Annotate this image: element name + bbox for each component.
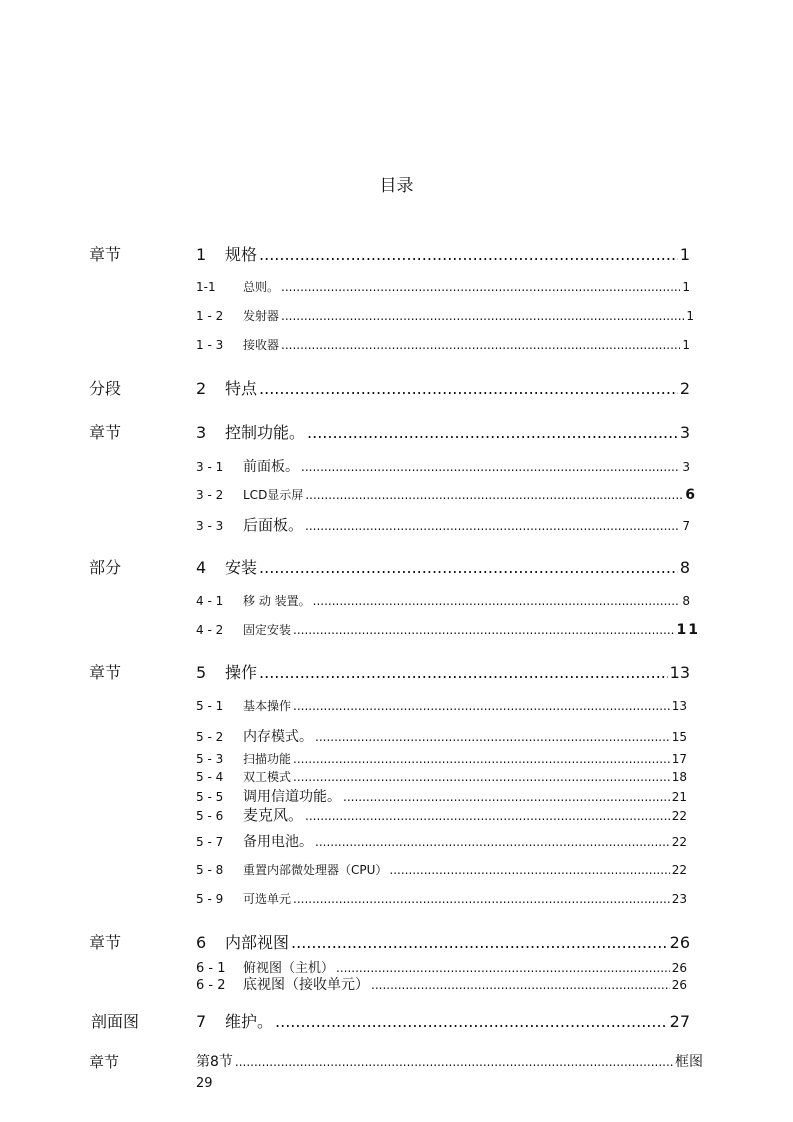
subentry-label: 后面板。 [243,516,304,534]
toc-subentry[interactable] [196,486,695,503]
subentry-number: 5 - 5 [196,790,224,804]
subentry-label: 总则。 [243,280,280,294]
section-label: 分段 [89,379,122,398]
dot-leader [281,309,684,323]
subentry-page: 1 [686,309,694,323]
entry-number: 6 [196,933,207,952]
toc-entry[interactable] [196,555,690,578]
subentry-page: 17 [671,752,687,766]
dot-leader [293,770,670,784]
subentry-label: 备用电池。 [243,834,313,850]
dot-leader [293,623,675,637]
entry-page: 8 [679,558,690,577]
subentry-label: 固定安装 [243,623,292,637]
subentry-number: 5 - 2 [196,730,224,744]
subentry-label: 调用信道功能。 [243,789,341,805]
dot-leader [259,558,678,577]
toc-subentry[interactable] [196,726,687,746]
dot-leader [275,1012,668,1031]
subentry-label: 双工模式 [243,770,292,784]
subentry-page: 18 [671,770,687,784]
subentry-number: 5 - 4 [196,770,224,784]
subentry-page: 23 [671,892,687,906]
dot-leader [259,245,678,264]
subentry-number: 3 - 3 [196,519,224,533]
subentry-page: 13 [671,699,687,713]
entry-page: 2 [679,379,690,398]
dot-leader [293,892,670,906]
entry-number: 7 [196,1012,207,1031]
dot-leader [281,280,680,294]
section-label: 章节 [89,423,122,442]
toc-entry[interactable] [196,660,690,683]
dot-leader [235,1055,673,1069]
toc-subentry[interactable] [196,697,687,714]
entry-page: 1 [679,245,690,264]
dot-leader [313,594,681,608]
toc-subentry[interactable] [196,786,687,806]
subentry-label: 重置内部微处理器（CPU） [243,863,388,877]
section-label: 章节 [89,245,122,264]
entry-label: 维护。 [225,1012,274,1031]
dot-leader [389,863,669,877]
dot-leader [315,835,670,849]
toc-entry[interactable] [196,930,690,953]
entry-page: 框图 [675,1054,703,1070]
toc-entry[interactable] [196,1051,703,1071]
dot-leader [305,809,670,823]
section-label: 剖面图 [91,1012,140,1031]
subentry-number: 3 - 1 [196,460,224,474]
subentry-page: 8 [682,594,690,608]
toc-entry[interactable] [196,242,690,265]
entry-number: 1 [196,245,207,264]
entry-number: 2 [196,379,207,398]
subentry-page: 22 [671,863,687,877]
toc-subentry[interactable] [196,890,687,907]
page-number: 29 [196,1076,213,1091]
toc-subentry[interactable] [196,592,690,609]
entry-number: 3 [196,423,207,442]
dot-leader [315,730,670,744]
subentry-number: 6 - 1 [196,961,226,976]
subentry-page: 3 [682,460,690,474]
subentry-page: 15 [671,730,687,744]
dot-leader [371,978,670,992]
dot-leader [307,423,678,442]
subentry-page: 22 [671,835,687,849]
subentry-label: 扫描功能 [243,752,292,766]
entry-label: 控制功能。 [225,423,306,442]
section-label: 章节 [89,663,122,682]
subentry-number: 1 - 3 [196,338,224,352]
subentry-number: 3 - 2 [196,488,224,502]
subentry-label: 基本操作 [243,699,292,713]
subentry-number: 6 - 2 [196,978,226,993]
subentry-label: 麦克风。 [243,806,304,824]
subentry-page: 11 [676,622,700,638]
subentry-label: 发射器 [243,309,280,323]
subentry-label: LCD显示屏 [243,488,304,502]
subentry-number: 5 - 8 [196,863,224,877]
subentry-page: 1 [682,338,690,352]
entry-label: 第8节 [196,1054,233,1070]
toc-subentry[interactable] [196,750,687,767]
subentry-page: 22 [671,809,687,823]
entry-page: 26 [669,933,690,952]
subentry-label: 底视图（接收单元） [243,977,369,993]
toc-subentry[interactable] [196,307,694,324]
section-label: 章节 [89,1053,120,1071]
entry-number: 5 [196,663,207,682]
subentry-number: 5 - 7 [196,835,224,849]
subentry-page: 26 [671,961,687,975]
subentry-number: 5 - 6 [196,809,224,823]
subentry-label: 前面板。 [243,459,299,475]
toc-subentry[interactable] [196,974,687,994]
dot-leader [281,338,680,352]
subentry-number: 5 - 3 [196,752,224,766]
dot-leader [259,379,678,398]
toc-entry[interactable] [196,376,690,399]
toc-subentry[interactable] [196,861,687,878]
dot-leader [305,488,683,502]
entry-page: 13 [669,663,690,682]
dot-leader [293,752,670,766]
subentry-page: 1 [682,280,690,294]
subentry-label: 移 动 装置。 [243,594,311,608]
toc-entry[interactable] [196,420,690,443]
section-label: 章节 [89,933,122,952]
entry-page: 3 [679,423,690,442]
entry-page: 27 [669,1012,690,1031]
toc-entry[interactable] [196,1009,690,1032]
subentry-number: 5 - 9 [196,892,224,906]
subentry-page: 21 [671,790,687,804]
toc-subentry[interactable] [196,278,690,295]
section-label: 部分 [89,558,122,577]
subentry-number: 5 - 1 [196,699,224,713]
toc-subentry[interactable] [196,804,687,825]
entry-label: 安装 [225,558,258,577]
entry-label: 内部视图 [225,933,290,952]
toc-subentry[interactable] [196,456,690,476]
dot-leader [305,519,680,533]
subentry-number: 4 - 1 [196,594,224,608]
subentry-page: 6 [685,487,695,503]
entry-label: 规格 [225,245,258,264]
subentry-page: 26 [671,978,687,992]
subentry-number: 4 - 2 [196,623,224,637]
dot-leader [336,961,670,975]
dot-leader [291,933,668,952]
subentry-label: 内存模式。 [243,729,313,745]
toc-subentry[interactable] [196,831,687,851]
entry-number: 4 [196,558,207,577]
subentry-number: 1-1 [196,280,216,294]
dot-leader [293,699,670,713]
toc-subentry[interactable] [196,768,687,785]
entry-label: 操作 [225,663,258,682]
entry-label: 特点 [225,379,258,398]
subentry-label: 接收器 [243,338,280,352]
toc-subentry[interactable] [196,514,690,535]
subentry-label: 可选单元 [243,892,292,906]
dot-leader [343,790,670,804]
dot-leader [301,460,680,474]
subentry-number: 1 - 2 [196,309,224,323]
toc-subentry[interactable] [196,621,700,638]
toc-title: 目录 [379,176,414,196]
subentry-label: 俯视图（主机） [243,961,335,976]
subentry-page: 7 [682,519,690,533]
dot-leader [259,663,668,682]
toc-subentry[interactable] [196,336,690,353]
